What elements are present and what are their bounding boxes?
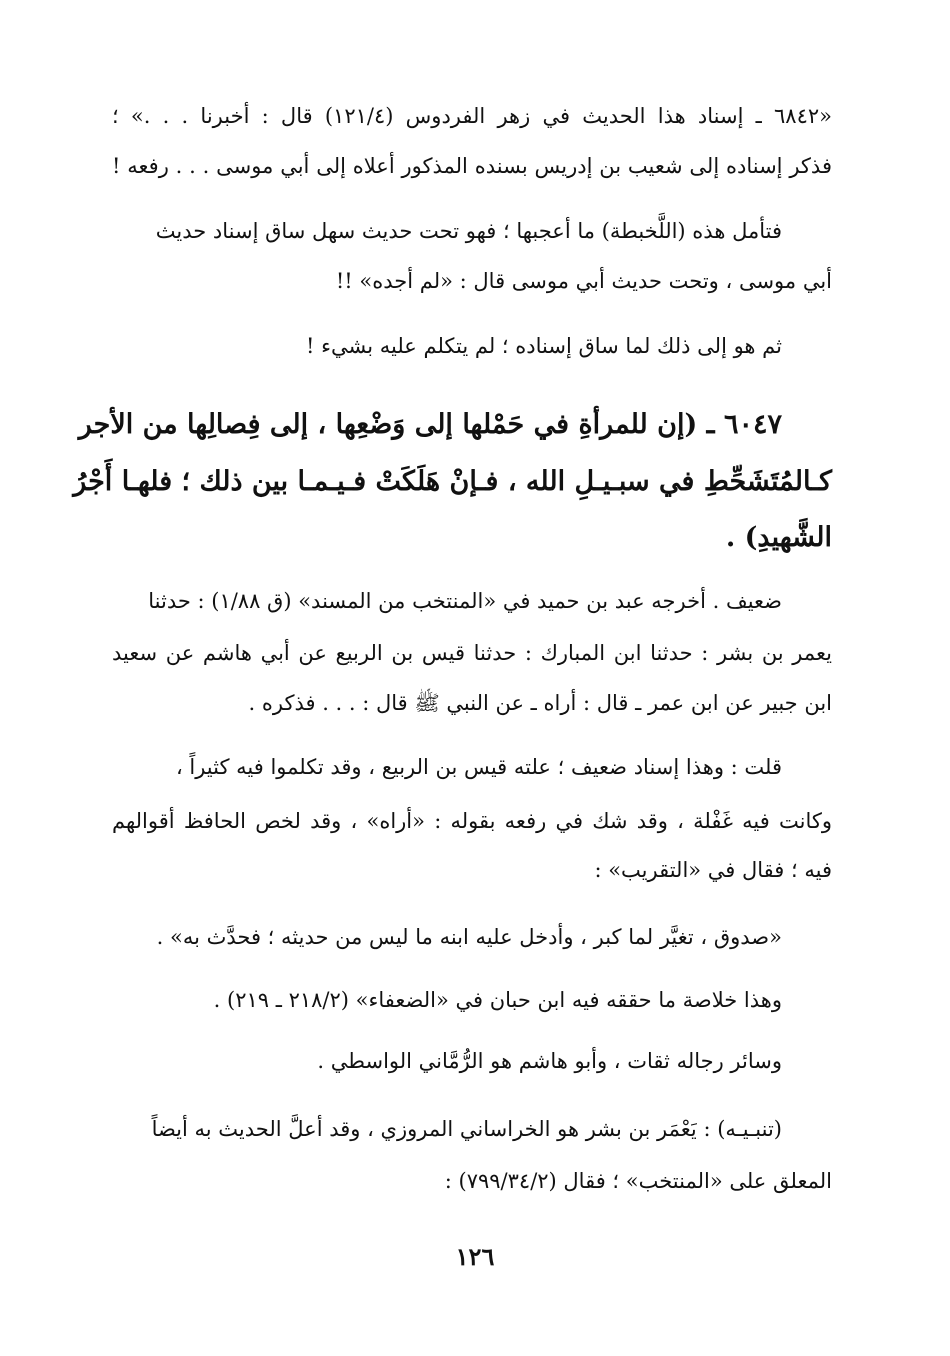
text-line: المعلق على «المنتخب» ؛ فقال (٧٩٩/٣٤/٢) : bbox=[444, 1169, 832, 1193]
text-line: وسائر رجاله ثقات ، وأبو هاشم هو الرُّمَّاني الواسطي . bbox=[317, 1049, 782, 1073]
text-line: ابن جبير عن ابن عمر ـ قال : أراه ـ عن النبي ﷺ قال : . . . فذكره . bbox=[248, 691, 832, 715]
text-line: وهذا خلاصة ما حققه فيه ابن حبان في «الضعفاء» (٢١٨/٢ ـ ٢١٩) . bbox=[213, 988, 782, 1012]
text-line: فيه ؛ فقال في «التقريب» : bbox=[594, 858, 832, 882]
text-line: قلت : وهذا إسناد ضعيف ؛ علته قيس بن الربيع ، وقد تكلموا فيه كثيراً ، bbox=[175, 755, 782, 779]
hadith-heading-line: الشَّهيدِ) . bbox=[725, 522, 832, 553]
hadith-heading-line: ٦٠٤٧ ـ (إن للمرأةِ في حَمْلها إلى وَضْعِها ، إلى فِصالِها من الأجر bbox=[78, 409, 782, 440]
text-line: أبي موسى ، وتحت حديث أبي موسى قال : «لم أجده» !! bbox=[335, 269, 832, 293]
text-line: وكانت فيه غَفْلة ، وقد شك في رفعه بقوله : «أراه» ، وقد لخص الحافظ أقوالهم bbox=[112, 809, 832, 833]
quote-line: «صدوق ، تغيَّر لما كبر ، وأدخل عليه ابنه ما ليس من حديثه ؛ فحدَّث به» . bbox=[156, 925, 782, 949]
text-line: ثم هو إلى ذلك لما ساق إسناده ؛ لم يتكلم عليه بشيء ! bbox=[305, 334, 782, 358]
text-line: (تنبـيـه) : يَعْمَر بن بشر هو الخراساني المروزي ، وقد أعلَّ الحديث به أيضاً bbox=[151, 1117, 782, 1141]
page-number: ١٢٦ bbox=[455, 1242, 495, 1271]
hadith-heading-line: كـالمُتَشَحِّطِ في سبـيـلِ الله ، فـإنْ هَلَكَتْ فـيـمـا بين ذلك ؛ فلهـا أَجْرُ bbox=[73, 466, 832, 497]
text-line: فذكر إسناده إلى شعيب بن إدريس بسنده المذكور أعلاه إلى أبي موسى . . . رفعه ! bbox=[112, 154, 832, 178]
text-line: يعمر بن بشر : حدثنا ابن المبارك : حدثنا قيس بن الربيع عن أبي هاشم عن سعيد bbox=[112, 641, 832, 665]
text-line: «٦٨٤٢ ـ إسناد هذا الحديث في زهر الفردوس (١٢١/٤) قال : أخبرنا . . .» ؛ bbox=[112, 104, 832, 128]
text-line: فتأمل هذه (اللَّخبطة) ما أعجبها ؛ فهو تحت حديث سهل ساق إسناد حديث bbox=[155, 219, 782, 243]
text-line: ضعيف . أخرجه عبد بن حميد في «المنتخب من المسند» (ق ١/٨٨) : حدثنا bbox=[148, 589, 782, 613]
